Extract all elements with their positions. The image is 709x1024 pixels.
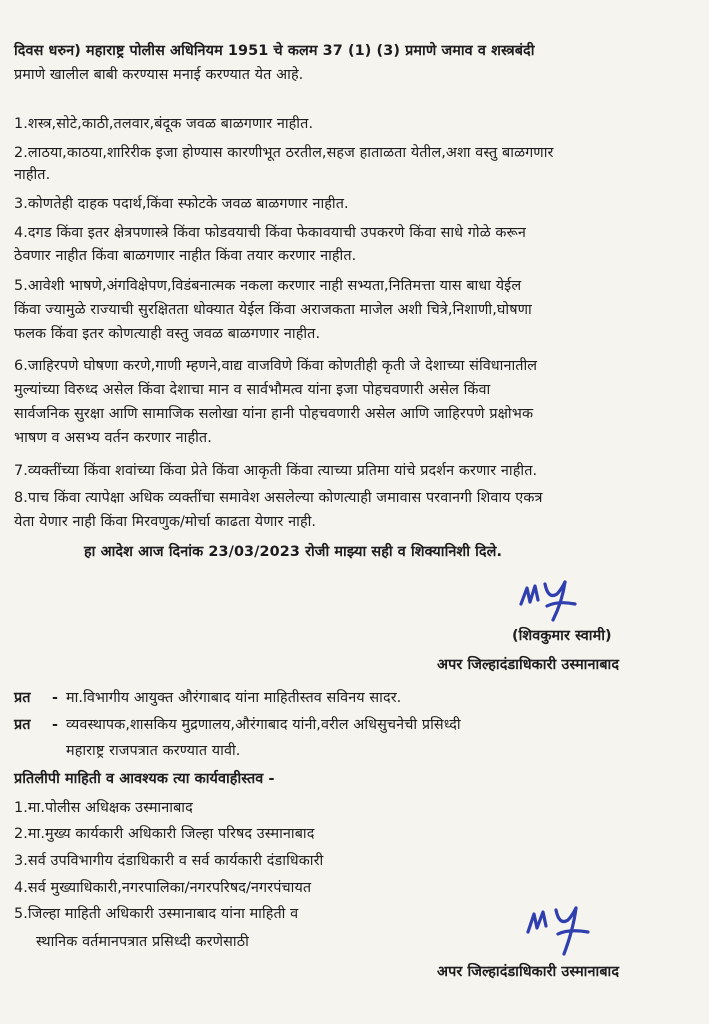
- prohibition-4-line: ठेवणार नाहीत किंवा बाळगणार नाहीत किंवा तयार करणार नाहीत.: [14, 248, 357, 264]
- prohibition-7-line: 7.व्यक्तींच्या किंवा शवांच्या किंवा प्रेते किंवा आकृती किंवा त्याच्या प्रतिमा यांचे प्रदर्शन करणार नाहीत.: [14, 463, 538, 479]
- prohibition-5-line: किंवा ज्यामुळे राज्याची सुरक्षितता धोक्यात येईल किंवा अराजकता माजेल अशी चित्रे,निशाणी,घोषणा: [14, 302, 532, 318]
- prohibition-4-line: 4.दगड किंवा इतर क्षेत्रपणास्त्रे किंवा फोडवयाची किंवा फेकावयाची उपकरणे किंवा साधे गोळे करून: [14, 225, 526, 241]
- cc-list-item: 5.जिल्हा माहिती अधिकारी उस्मानाबाद यांना माहिती व: [14, 906, 299, 922]
- cc-heading: प्रतिलीपी माहिती व आवश्यक त्या कार्यवाहीस्तव -: [14, 771, 275, 787]
- signatory-name: (शिवकुमार स्वामी): [512, 628, 612, 644]
- signature-icon: [522, 898, 606, 960]
- copy-recipient-line: मा.विभागीय आयुक्त औरंगाबाद यांना माहितीस्तव सविनय सादर.: [66, 690, 402, 706]
- order-date-line: हा आदेश आज दिनांक 23/03/2023 रोजी माझ्या सही व शिक्यानिशी दिले.: [84, 544, 503, 560]
- cc-list-item: 2.मा.मुख्य कार्यकारी अधिकारी जिल्हा परिषद उस्मानाबाद: [14, 826, 315, 842]
- cc-list-item: 3.सर्व उपविभागीय दंडाधिकारी व सर्व कार्यकारी दंडाधिकारी: [14, 853, 324, 869]
- prohibition-6-line: भाषण व असभ्य वर्तन करणार नाहीत.: [14, 430, 212, 446]
- prohibition-6-line: सार्वजनिक सुरक्षा आणि सामाजिक सलोखा यांना हानी पोहचवणारी असेल आणि जाहिरपणे प्रक्षोभक: [14, 406, 534, 422]
- prohibition-2-line: नाहीत.: [14, 167, 51, 183]
- prohibition-1-line: 1.शस्त्र,सोटे,काठी,तलवार,बंदूक जवळ बाळगणार नाहीत.: [14, 116, 314, 132]
- prohibition-6-line: मुल्यांच्या विरुध्द असेल किंवा देशाचा मान व सार्वभौमत्व यांना इजा पोहचवणारी असेल किंवा: [14, 382, 491, 398]
- intro-line-2: प्रमाणे खालील बाबी करण्यास मनाई करण्यात येत आहे.: [14, 67, 304, 83]
- prohibition-3-line: 3.कोणतेही दाहक पदार्थ,किंवा स्फोटके जवळ बाळगणार नाहीत.: [14, 196, 349, 212]
- copy-label: प्रत: [14, 717, 31, 733]
- signatory-designation: अपर जिल्हादंडाधिकारी उस्मानाबाद: [437, 657, 620, 673]
- copy-separator: -: [52, 690, 59, 706]
- signature-icon: [515, 574, 595, 626]
- prohibition-5-line: 5.आवेशी भाषणे,अंगविक्षेपण,विडंबनात्मक नकला करणार नाही सभ्यता,नितिमत्ता यास बाधा येईल: [14, 278, 522, 294]
- copy-separator: -: [52, 717, 59, 733]
- prohibition-5-line: फलक किंवा इतर कोणत्याही वस्तु जवळ बाळगणार नाहीत.: [14, 326, 321, 342]
- cc-list-item: 4.सर्व मुख्याधिकारी,नगरपालिका/नगरपरिषद/नगरपंचायत: [14, 880, 312, 896]
- footer-designation: अपर जिल्हादंडाधिकारी उस्मानाबाद: [437, 964, 620, 980]
- cc-list-item: 1.मा.पोलीस अधिक्षक उस्मानाबाद: [14, 800, 193, 816]
- prohibition-2-line: 2.लाठया,काठया,शारिरीक इजा होण्यास कारणीभूत ठरतील,सहज हाताळता येतील,अशा वस्तु बाळगणार: [14, 145, 554, 161]
- copy-recipient-line: व्यवस्थापक,शासकिय मुद्रणालय,औरंगाबाद यांनी,वरील अधिसुचनेची प्रसिध्दी: [66, 717, 461, 733]
- prohibition-8-line: येता येणार नाही किंवा मिरवणुक/मोर्चा काढता येणार नाही.: [14, 514, 317, 530]
- copy-recipient-line: महाराष्ट्र राजपत्रात करण्यात यावी.: [66, 743, 241, 759]
- prohibition-8-line: 8.पाच किंवा त्यापेक्षा अधिक व्यक्तींचा समावेश असलेल्या कोणत्याही जमावास परवानगी शिवाय एकत्र: [14, 490, 543, 506]
- prohibition-6-line: 6.जाहिरपणे घोषणा करणे,गाणी म्हणने,वाद्य वाजविणे किंवा कोणतीही कृती जे देशाच्या संविधानातील: [14, 358, 538, 374]
- intro-line-1: दिवस धरुन) महाराष्ट्र पोलीस अधिनियम 1951 चे कलम 37 (1) (3) प्रमाणे जमाव व शस्त्रबंदी: [14, 43, 535, 59]
- copy-label: प्रत: [14, 690, 31, 706]
- cc-list-item-continuation: स्थानिक वर्तमानपत्रात प्रसिध्दी करणेसाठी: [36, 934, 249, 950]
